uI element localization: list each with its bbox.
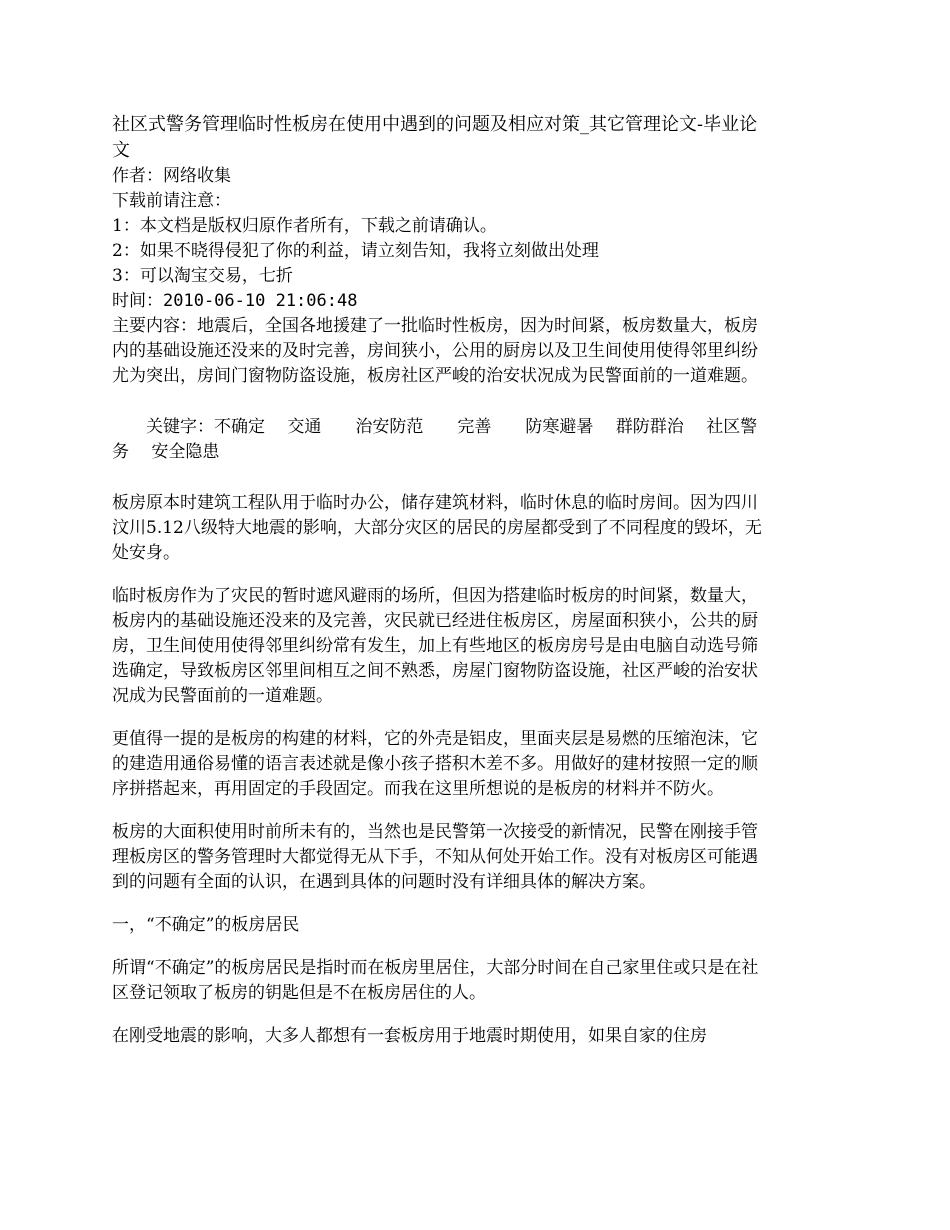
notice-item: 3：可以淘宝交易，七折 bbox=[112, 266, 293, 286]
body-paragraph: 临时板房作为了灾民的暂时遮风避雨的场所，但因为搭建临时板房的时间紧，数量大，板房内的基础设施还没来的及完善，灾民就已经进住板房区，房屋面积狭小，公共的厨房，卫生间使用使得邻里纠纷常有发生，加上有些地区的板房房号是由电脑自动选号筛选确定，导致板房区邻里间相互之间不熟悉，房屋门窗物防盗设施，社区严峻的治安状况成为民警面前的一道难题。 bbox=[112, 586, 758, 706]
notice-item: 2：如果不晓得侵犯了你的利益，请立刻告知，我将立刻做出处理 bbox=[112, 241, 599, 261]
body-paragraph: 板房原本时建筑工程队用于临时办公，储存建筑材料，临时休息的临时房间。因为四川汶川5.12八级特大地震的影响，大部分灾区的居民的房屋都受到了不同程度的毁坏，无处安身。 bbox=[112, 493, 762, 563]
body-paragraph: 板房的大面积使用时前所未有的，当然也是民警第一次接受的新情况，民警在刚接手管理板房区的警务管理时大都觉得无从下手，不知从何处开始工作。没有对板房区可能遇到的问题有全面的认识，在遇到具体的问题时没有详细具体的解决方案。 bbox=[112, 822, 758, 892]
document-title: 社区式警务管理临时性板房在使用中遇到的问题及相应对策_其它管理论文-毕业论文 bbox=[112, 114, 758, 161]
body-paragraph: 所谓“不确定”的板房居民是指时而在板房里居住，大部分时间在自己家里住或只是在社区登记领取了板房的钥匙但是不在板房居住的人。 bbox=[112, 958, 759, 1003]
notice-item: 1：本文档是版权归原作者所有，下载之前请确认。 bbox=[112, 216, 497, 236]
timestamp-line: 时间：2010-06-10 21:06:48 bbox=[112, 291, 358, 311]
body-paragraph: 在刚受地震的影响，大多人都想有一套板房用于地震时期使用，如果自家的住房 bbox=[112, 1026, 707, 1046]
author-line: 作者：网络收集 bbox=[112, 166, 231, 186]
notice-heading: 下载前请注意： bbox=[112, 191, 231, 211]
keywords-line: 关键字：不确定 交通 治安防范 完善 防寒避暑 群防群治 社区警务 安全隐患 bbox=[112, 417, 758, 462]
body-paragraph: 更值得一提的是板房的构建的材料，它的外壳是铝皮，里面夹层是易燃的压缩泡沫，它的建造用通俗易懂的语言表述就是像小孩子搭积木差不多。用做好的建材按照一定的顺序拼搭起来，再用固定的手段固定。而我在这里所想说的是板房的材料并不防火。 bbox=[112, 729, 758, 799]
section-heading: 一，“不确定”的板房居民 bbox=[112, 915, 300, 935]
summary-paragraph: 主要内容：地震后，全国各地援建了一批临时性板房，因为时间紧，板房数量大，板房内的基础设施还没来的及时完善，房间狭小，公用的厨房以及卫生间使用使得邻里纠纷尤为突出，房间门窗物防盗设施，板房社区严峻的治安状况成为民警面前的一道难题。 bbox=[112, 316, 758, 386]
